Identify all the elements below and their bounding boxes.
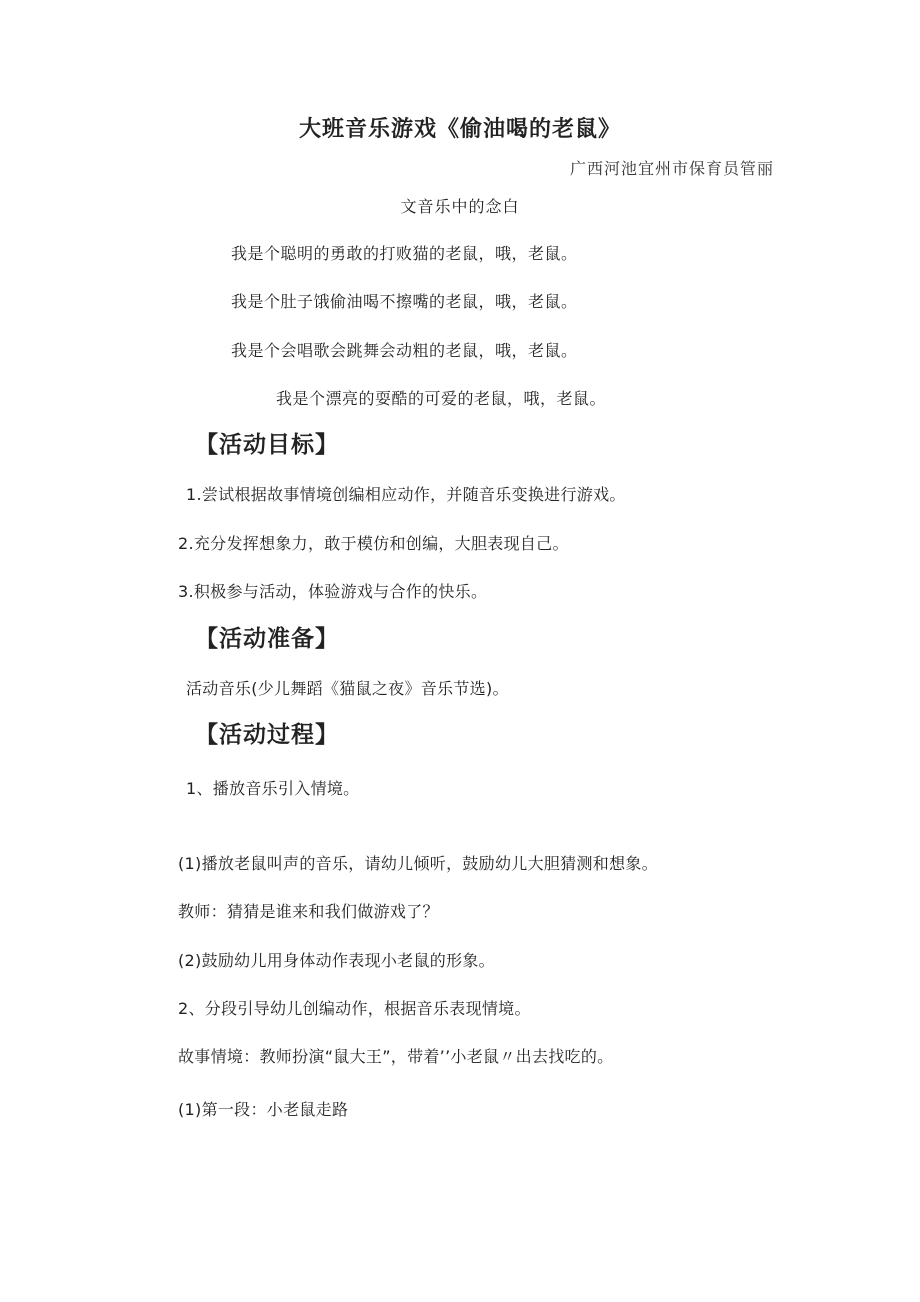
process-item: 故事情境：教师扮演“鼠大王”，带着’’小老鼠〃出去找吃的。	[178, 1047, 614, 1066]
goal-item: 1.尝试根据故事情境创编相应动作，并随音乐变换进行游戏。	[186, 485, 626, 504]
process-item: (2)鼓励幼儿用身体动作表现小老鼠的形象。	[178, 951, 495, 970]
chant-line: 我是个聪明的勇敢的打败猫的老鼠，哦，老鼠。	[231, 244, 578, 263]
page-title: 大班音乐游戏《偷油喝的老鼠》	[298, 116, 621, 142]
process-heading: 【活动过程】	[195, 722, 339, 748]
process-item: (1)第一段：小老鼠走路	[178, 1100, 349, 1119]
chant-line: 我是个漂亮的耍酷的可爱的老鼠，哦，老鼠。	[276, 389, 607, 408]
goals-heading: 【活动目标】	[195, 432, 339, 458]
process-item: 2、分段引导幼儿创编动作，根据音乐表现情境。	[178, 999, 531, 1018]
chant-title: 文音乐中的念白	[400, 197, 520, 216]
goal-item: 3.积极参与活动，体验游戏与合作的快乐。	[178, 582, 488, 601]
author-line: 广西河池宜州市保育员管丽	[569, 159, 774, 178]
chant-line: 我是个会唱歌会跳舞会动粗的老鼠，哦，老鼠。	[231, 341, 578, 360]
prep-text: 活动音乐(少儿舞蹈《猫鼠之夜》音乐节选)。	[186, 679, 509, 698]
process-item: 教师：猜猜是谁来和我们做游戏了？	[178, 902, 439, 921]
goal-item: 2.充分发挥想象力，敢于模仿和创编，大胆表现自己。	[178, 534, 569, 553]
prep-heading: 【活动准备】	[195, 626, 339, 652]
process-item: 1、播放音乐引入情境。	[186, 779, 360, 798]
process-item: (1)播放老鼠叫声的音乐，请幼儿倾听，鼓励幼儿大胆猜测和想象。	[178, 854, 658, 873]
chant-line: 我是个肚子饿偷油喝不擦嘴的老鼠，哦，老鼠。	[231, 292, 578, 311]
